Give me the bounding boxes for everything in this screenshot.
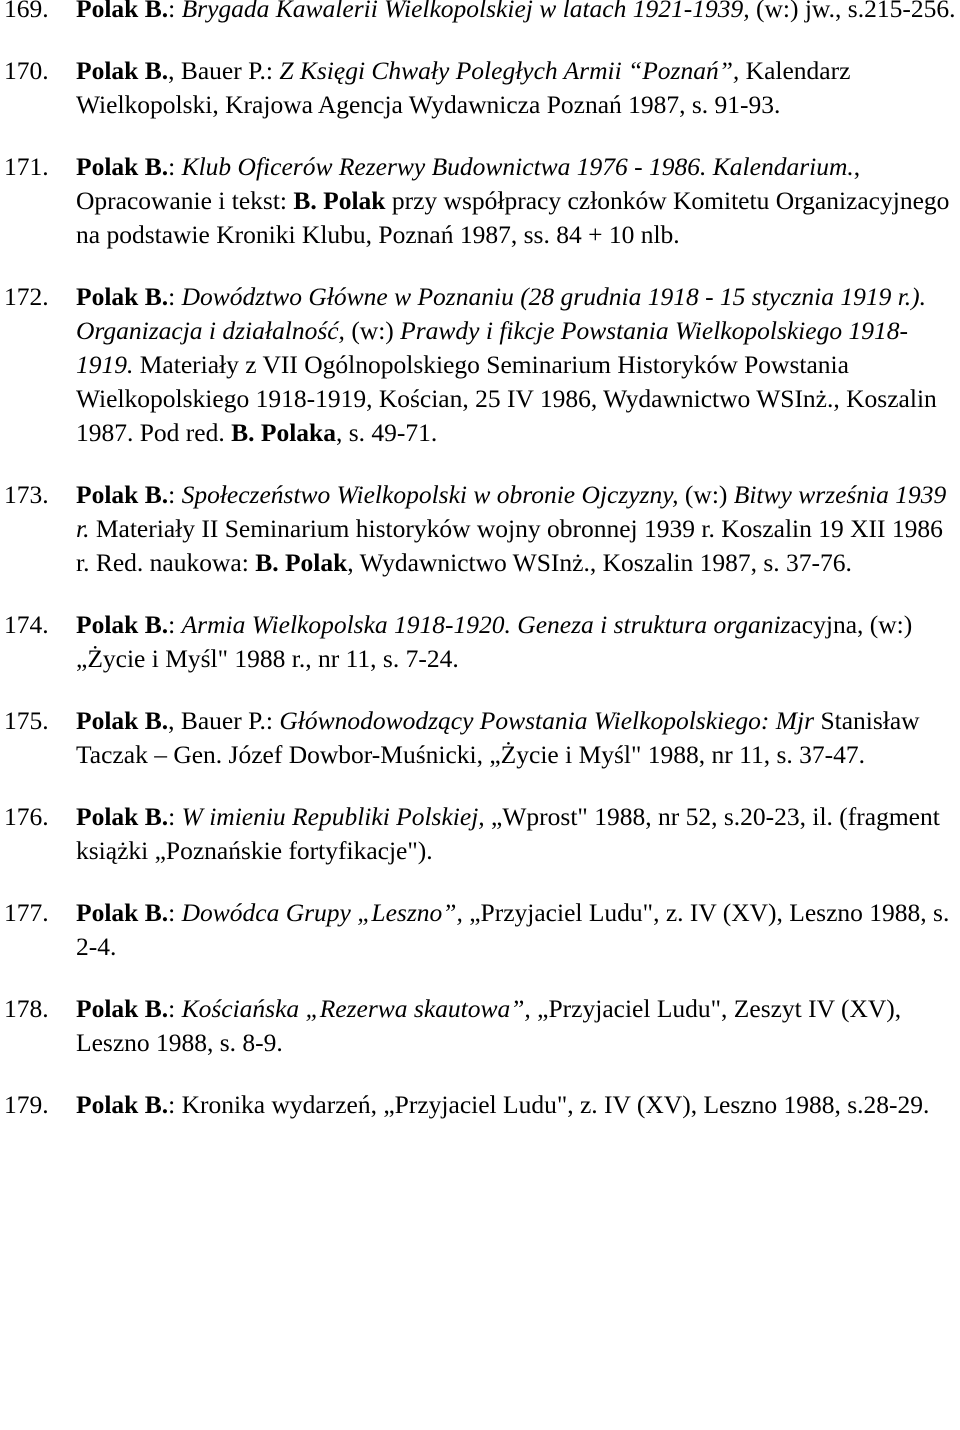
bibliography-entry bbox=[4, 608, 960, 676]
bibliography-entry bbox=[4, 280, 960, 450]
citation-text: : bbox=[168, 152, 182, 181]
citation-text: Materiały z VII Ogólnopolskiego Seminarium Historyków Powstania Wielkopolskiego 1918-1919, Kościan, 25 IV 1986, Wydawnictwo WSInż., Koszalin 1987. Pod red. bbox=[76, 350, 937, 447]
author-name: Polak B. bbox=[76, 56, 169, 85]
citation-text: : bbox=[168, 994, 182, 1023]
author-name: Polak B. bbox=[76, 0, 169, 23]
entry-text bbox=[76, 896, 960, 964]
citation-text: acyjna, (w:) „Życie i Myśl" 1988 r., nr 11, s. 7-24. bbox=[76, 610, 913, 673]
bibliography-entry bbox=[4, 478, 960, 580]
citation-text: (w:) bbox=[344, 316, 401, 345]
work-title: Dowódca Grupy „Leszno”, bbox=[181, 898, 463, 927]
citation-text: , Wydawnictwo WSInż., Koszalin 1987, s. 37-76. bbox=[347, 548, 852, 577]
entry-text bbox=[76, 608, 960, 676]
citation-text: : bbox=[168, 480, 182, 509]
entry-text bbox=[76, 1088, 960, 1122]
citation-text: : bbox=[168, 802, 182, 831]
entry-number: 174. bbox=[4, 610, 49, 639]
citation-text: „Przyjaciel Ludu", z. IV (XV), Leszno 1988, s. 2-4. bbox=[76, 898, 950, 961]
entry-text bbox=[76, 478, 960, 580]
entry-text bbox=[76, 280, 960, 450]
bibliography-entry bbox=[4, 992, 960, 1060]
citation-text: (w:) bbox=[678, 480, 734, 509]
citation-text: , Bauer P.: bbox=[168, 56, 280, 85]
work-title: Brygada Kawalerii Wielkopolskiej w latach 1921-1939, bbox=[181, 0, 750, 23]
citation-text: , Opracowanie i tekst: bbox=[76, 152, 861, 215]
author-name: Polak B. bbox=[76, 480, 169, 509]
citation-text: Materiały II Seminarium historyków wojny obronnej 1939 r. Koszalin 19 XII 1986 r. Red. naukowa: bbox=[76, 514, 943, 577]
work-title: W imieniu Republiki Polskiej, bbox=[181, 802, 485, 831]
entry-number: 178. bbox=[4, 994, 49, 1023]
entry-number: 177. bbox=[4, 898, 49, 927]
author-name: Polak B. bbox=[76, 898, 169, 927]
bibliography-entry bbox=[4, 800, 960, 868]
work-title: Klub Oficerów Rezerwy Budownictwa 1976 - 1986. Kalendarium. bbox=[181, 152, 854, 181]
work-title: Głównodowodzący Powstania Wielkopolskiego: Mjr bbox=[279, 706, 815, 735]
bibliography-entry bbox=[4, 1088, 960, 1122]
citation-text: : bbox=[168, 898, 182, 927]
work-title: Kościańska „Rezerwa skautowa”, bbox=[181, 994, 531, 1023]
citation-text: , Bauer P.: bbox=[168, 706, 280, 735]
entry-text bbox=[76, 0, 960, 26]
entry-text bbox=[76, 54, 960, 122]
entry-text bbox=[76, 704, 960, 772]
bibliography-entry bbox=[4, 54, 960, 122]
entry-number: 173. bbox=[4, 480, 49, 509]
citation-text: przy współpracy członków Komitetu Organizacyjnego na podstawie Kroniki Klubu, Poznań 1987, ss. 84 + 10 nlb. bbox=[76, 186, 950, 249]
entry-number: 175. bbox=[4, 706, 49, 735]
author-name: Polak B. bbox=[76, 152, 169, 181]
citation-text: : Kronika wydarzeń, „Przyjaciel Ludu", z. IV (XV), Leszno 1988, s.28-29. bbox=[168, 1090, 930, 1119]
work-title: Armia Wielkopolska 1918-1920. Geneza i struktura organiz bbox=[181, 610, 791, 639]
citation-text: (w:) jw., s.215-256. bbox=[749, 0, 956, 23]
citation-text: Stanisław Taczak – Gen. Józef Dowbor-Muśnicki, „Życie i Myśl" 1988, nr 11, s. 37-47. bbox=[76, 706, 920, 769]
author-name: Polak B. bbox=[76, 1090, 169, 1119]
author-name: B. Polaka bbox=[231, 418, 336, 447]
author-name: Polak B. bbox=[76, 994, 169, 1023]
author-name: Polak B. bbox=[76, 610, 169, 639]
citation-text: „Wprost" 1988, nr 52, s.20-23, il. (fragment książki „Poznańskie fortyfikacje"). bbox=[76, 802, 940, 865]
author-name: B. Polak bbox=[255, 548, 348, 577]
author-name: B. Polak bbox=[293, 186, 386, 215]
bibliography-entry bbox=[4, 704, 960, 772]
citation-text: , s. 49-71. bbox=[335, 418, 438, 447]
work-title: Społeczeństwo Wielkopolski w obronie Ojczyzny, bbox=[181, 480, 679, 509]
citation-text: : bbox=[168, 0, 182, 23]
work-title: Dowództwo Główne w Poznaniu (28 grudnia 1918 - 15 stycznia 1919 r.). Organizacja i działalność, bbox=[76, 282, 927, 345]
bibliography-entry bbox=[4, 150, 960, 252]
entry-number: 171. bbox=[4, 152, 49, 181]
bibliography-entry bbox=[4, 896, 960, 964]
entry-number: 179. bbox=[4, 1090, 49, 1119]
citation-text: : bbox=[168, 610, 182, 639]
entry-text bbox=[76, 150, 960, 252]
entry-number: 170. bbox=[4, 56, 49, 85]
citation-text: : bbox=[168, 282, 182, 311]
work-title: Prawdy i fikcje Powstania Wielkopolskiego 1918-1919. bbox=[76, 316, 908, 379]
work-title: Bitwy września 1939 r. bbox=[76, 480, 947, 543]
entry-number: 172. bbox=[4, 282, 49, 311]
citation-text: „Przyjaciel Ludu", Zeszyt IV (XV), Leszno 1988, s. 8-9. bbox=[76, 994, 902, 1057]
entry-number: 169. bbox=[4, 0, 49, 23]
entry-text bbox=[76, 800, 960, 868]
author-name: Polak B. bbox=[76, 706, 169, 735]
entry-number: 176. bbox=[4, 802, 49, 831]
citation-text: Kalendarz Wielkopolski, Krajowa Agencja Wydawnicza Poznań 1987, s. 91-93. bbox=[76, 56, 851, 119]
work-title: Z Księgi Chwały Poległych Armii “Poznań”, bbox=[279, 56, 740, 85]
entry-text bbox=[76, 992, 960, 1060]
author-name: Polak B. bbox=[76, 282, 169, 311]
bibliography-entry bbox=[4, 0, 960, 26]
author-name: Polak B. bbox=[76, 802, 169, 831]
